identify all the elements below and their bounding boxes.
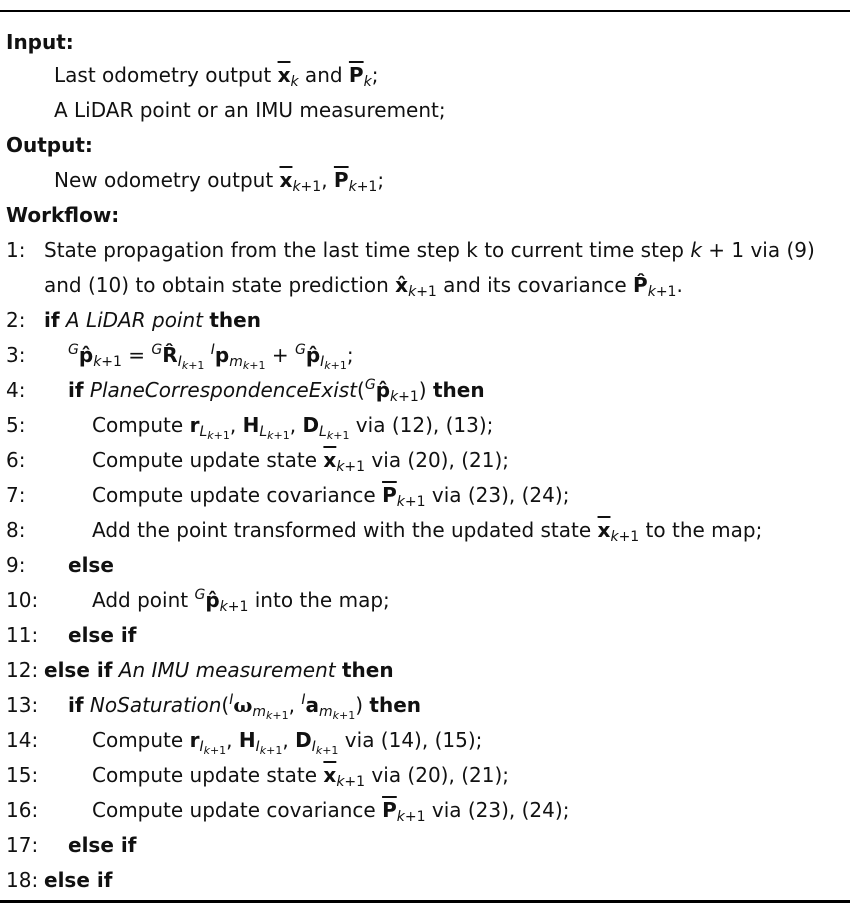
output-header: Output:: [6, 133, 93, 157]
input-item-1: Last odometry output $\overline{x}_k$ and $\overline{P}_k$;: [54, 63, 379, 90]
workflow-header: Workflow:: [6, 203, 120, 227]
top-rule: [0, 10, 850, 12]
input-item-2: A LiDAR point or an IMU measurement;: [54, 98, 446, 122]
output-item-1: New odometry output $\overline{x}_{k+1}$, $\overline{P}_{k+1}$;: [54, 168, 385, 195]
bottom-rule: [0, 900, 850, 903]
input-header: Input:: [6, 30, 74, 54]
step-number: 1:: [6, 238, 26, 262]
step-text: State propagation from the last time step k to current time step k + 1 via (9): [44, 238, 815, 262]
